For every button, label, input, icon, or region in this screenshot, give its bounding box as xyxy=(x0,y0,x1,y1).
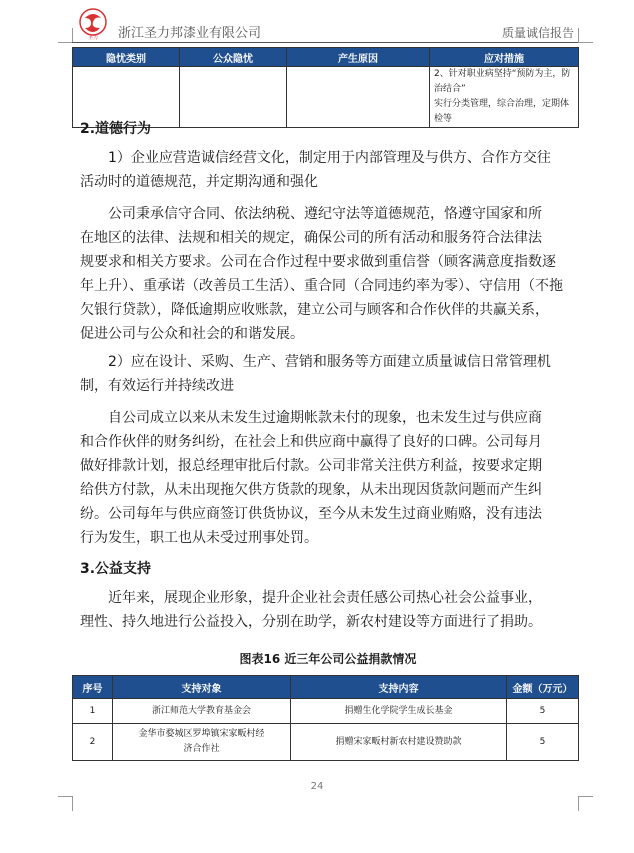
paragraph xyxy=(80,586,576,634)
table-row xyxy=(73,724,579,761)
measure-cell xyxy=(430,67,579,128)
text-line: 行为发生，职工也从未受过刑事处罚。 xyxy=(80,530,318,546)
table-cell xyxy=(287,67,430,128)
donation-amount: 5 xyxy=(507,724,579,761)
text-line: 公司秉承信守合同、依法纳税、遵纪守法等道德规范，恪遵守国家和所 xyxy=(108,206,542,222)
text-line: 欠银行贷款），降低逾期应收账款，建立公司与顾客和合作伙伴的共赢关系， xyxy=(80,302,549,318)
page-number: 24 xyxy=(310,781,324,792)
paragraph xyxy=(80,146,576,194)
column-header: 支持内容 xyxy=(291,676,507,699)
column-header: 应对措施 xyxy=(430,48,579,67)
column-header: 支持对象 xyxy=(113,676,291,699)
target-line: 金华市婺城区罗埠镇宋家畈村经 xyxy=(138,729,265,739)
support-target xyxy=(113,724,291,761)
svg-text:圣力: 圣力 xyxy=(87,35,99,40)
text-line: 活动时的道德规范，并定期沟通和强化 xyxy=(80,174,318,190)
company-name: 浙江圣力邦漆业有限公司 xyxy=(118,26,262,41)
row-number: 1 xyxy=(73,699,113,724)
table-caption: 图表16 近三年公司公益捐款情况 xyxy=(239,652,417,666)
text-line: 2）应在设计、采购、生产、营销和服务等方面建立质量诚信日常管理机 xyxy=(108,354,551,370)
text-line: 年上升）、重承诺（改善员工生活）、重合同（合同违约率为零）、守信用（不拖 xyxy=(80,278,563,294)
crop-mark-bottom-right xyxy=(578,796,593,811)
text-line: 自公司成立以来从未发生过逾期帐款未付的现象，也未发生过与供应商 xyxy=(108,410,542,426)
support-content: 捐赠宋家畈村新农村建设赞助款 xyxy=(291,724,507,761)
text-line: 制，有效运行并持续改进 xyxy=(80,378,234,394)
support-content: 捐赠生化学院学生成长基金 xyxy=(291,699,507,724)
text-line: 和合作伙伴的财务纠纷，在社会上和供应商中赢得了良好的口碑。公司每月 xyxy=(80,434,542,450)
hazard-table xyxy=(72,47,579,128)
column-header: 隐忧类别 xyxy=(73,48,180,67)
text-line: 规要求和相关方要求。公司在合作过程中要求做到重信誉（顾客满意度指数逐 xyxy=(80,254,556,270)
donation-table xyxy=(72,675,579,761)
text-line: 近年来，展现企业形象，提升企业社会责任感公司热心社会公益事业， xyxy=(108,590,542,606)
column-header: 序号 xyxy=(73,676,113,699)
row-number: 2 xyxy=(73,724,113,761)
table-header-row xyxy=(73,48,579,67)
text-line: 促进公司与公众和社会的和谐发展。 xyxy=(80,326,304,342)
crop-mark-top-right xyxy=(578,28,593,43)
crop-mark-bottom-left xyxy=(58,796,73,811)
measure-line: 实行分类管理，综合治理，定期体检等 xyxy=(434,99,570,124)
section-heading: 3.公益支持 xyxy=(80,561,152,577)
paragraph xyxy=(80,350,576,398)
text-line: 在地区的法律、法规和相关的规定，确保公司的所有活动和服务符合法律法 xyxy=(80,230,542,246)
support-target xyxy=(113,699,291,724)
table-row xyxy=(73,699,579,724)
table-cell xyxy=(180,67,287,128)
report-title: 质量诚信报告 xyxy=(501,26,574,40)
text-line: 理性、持久地进行公益投入，分别在助学，新农村建设等方面进行了捐助。 xyxy=(80,614,542,630)
donation-amount: 5 xyxy=(507,699,579,724)
paragraph xyxy=(80,406,576,550)
text-line: 纷。公司每年与供应商签订供货协议，至今从未发生过商业贿赂，没有违法 xyxy=(80,506,542,522)
company-logo xyxy=(76,6,110,40)
text-line: 1）企业应营造诚信经营文化，制定用于内部管理及与供方、合作方交往 xyxy=(108,150,551,166)
column-header: 公众隐忧 xyxy=(180,48,287,67)
column-header: 产生原因 xyxy=(287,48,430,67)
paragraph xyxy=(80,202,576,346)
page-header xyxy=(72,6,578,43)
target-line: 浙江师范大学教育基金会 xyxy=(151,705,251,716)
column-header: 金额（万元） xyxy=(507,676,579,699)
target-line: 济合作社 xyxy=(183,744,220,754)
measure-line: 2、针对职业病坚持“预防为主，防治结合” xyxy=(434,69,571,94)
crop-mark-top-left xyxy=(58,28,73,43)
section-heading: 2.道德行为 xyxy=(80,121,152,137)
text-line: 做好排款计划，报总经理审批后付款。公司非常关注供方利益，按要求定期 xyxy=(80,458,542,474)
text-line: 给供方付款，从未出现拖欠供方货款的现象，从未出现因货款问题而产生纠 xyxy=(80,482,542,498)
table-header-row xyxy=(73,676,579,699)
